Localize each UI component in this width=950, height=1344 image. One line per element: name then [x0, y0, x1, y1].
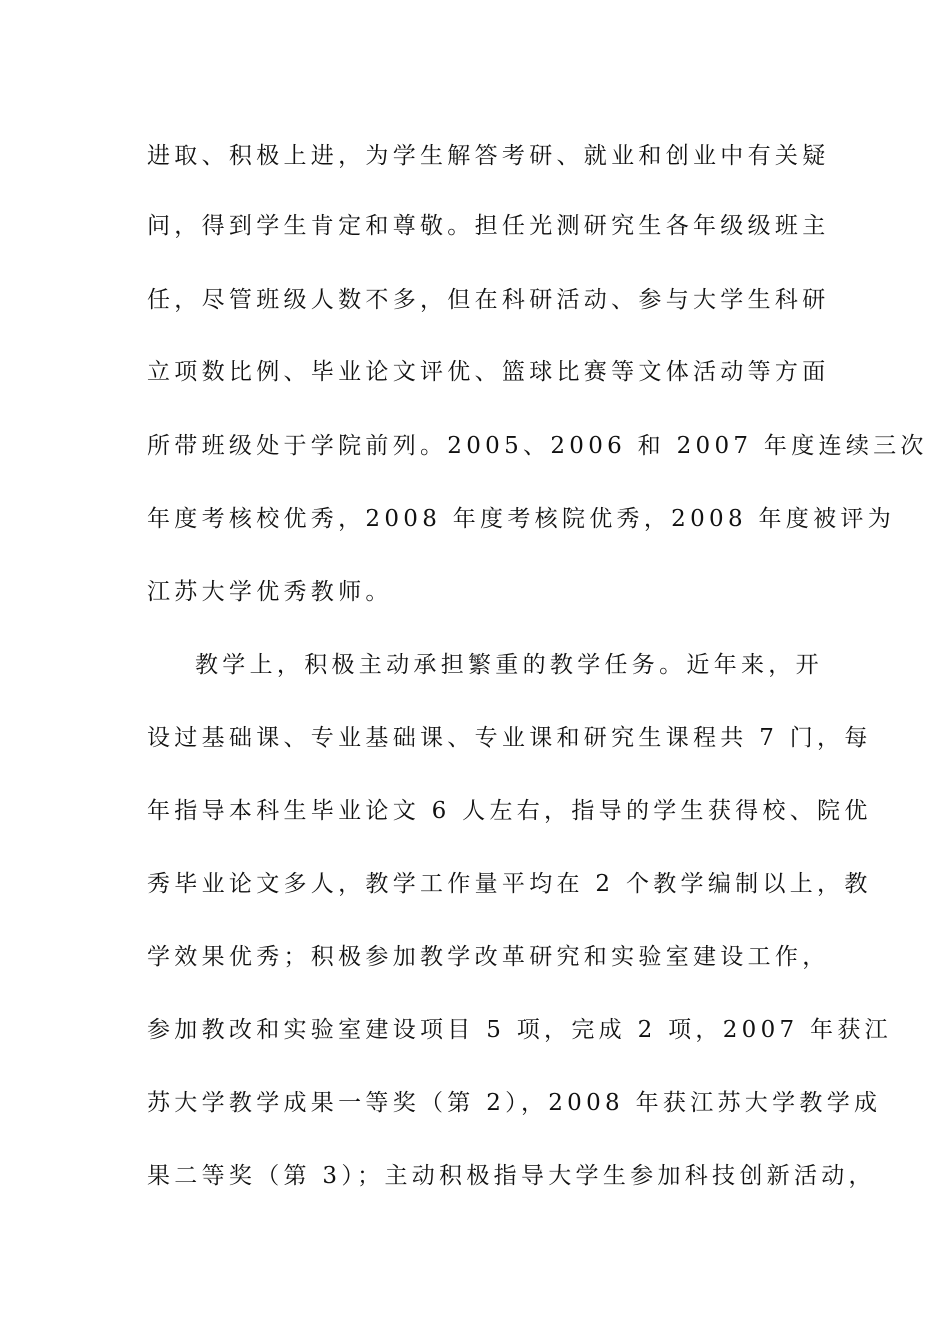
paragraph-first-line: 教学上，积极主动承担繁重的教学任务。近年来，开: [195, 652, 823, 678]
text-line: 苏大学教学成果一等奖（第 2），2008 年获江苏大学教学成: [147, 1090, 882, 1116]
text-line: 任，尽管班级人数不多，但在科研活动、参与大学生科研: [147, 287, 830, 313]
text-line: 年度考核校优秀，2008 年度考核院优秀，2008 年度被评为: [147, 506, 895, 532]
text-line: 参加教改和实验室建设项目 5 项，完成 2 项，2007 年获江: [147, 1017, 892, 1043]
text-line: 立项数比例、毕业论文评优、篮球比赛等文体活动等方面: [147, 359, 830, 385]
text-line: 问，得到学生肯定和尊敬。担任光测研究生各年级级班主: [147, 213, 830, 239]
text-line: 所带班级处于学院前列。2005、2006 和 2007 年度连续三次: [147, 433, 928, 459]
text-line: 秀毕业论文多人，教学工作量平均在 2 个教学编制以上，教: [147, 871, 872, 897]
text-line: 果二等奖（第 3）；主动积极指导大学生参加科技创新活动，: [147, 1163, 876, 1189]
text-line: 设过基础课、专业基础课、专业课和研究生课程共 7 门，每: [147, 725, 872, 751]
text-line: 年指导本科生毕业论文 6 人左右，指导的学生获得校、院优: [147, 798, 872, 824]
text-line: 进取、积极上进，为学生解答考研、就业和创业中有关疑: [147, 143, 830, 169]
text-line: 江苏大学优秀教师。: [147, 579, 393, 605]
text-line: 学效果优秀；积极参加教学改革研究和实验室建设工作，: [147, 944, 830, 970]
